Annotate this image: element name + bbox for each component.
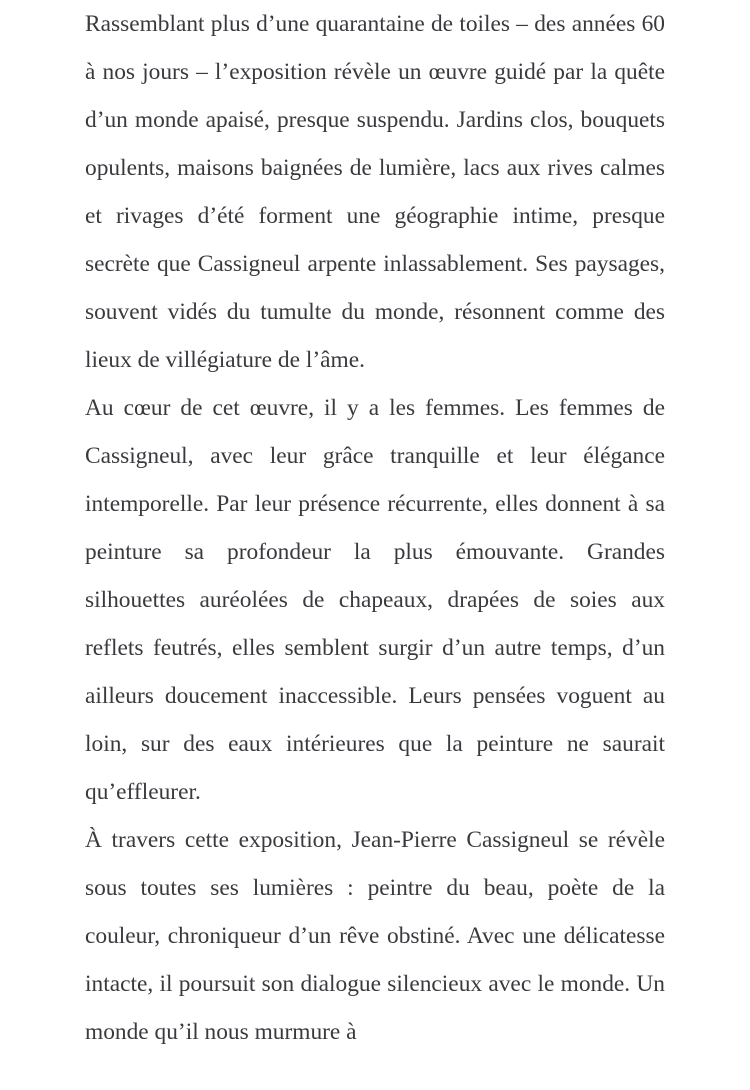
article-body — [85, 0, 665, 1056]
paragraph-exhibition-overview: Rassemblant plus d’une quarantaine de toiles – des années 60 à nos jours – l’exposition révèle un œuvre guidé par la quête d’un monde apaisé, presque suspendu. Jardins clos, bouquets opulents, maisons baignées de lumière, lacs aux rives calmes et rivages d’été forment une géographie intime, presque secrète que Cassigneul arpente inlassablement. Ses paysages, souvent vidés du tumulte du monde, résonnent comme des lieux de villégiature de l’âme. — [85, 11, 665, 373]
paragraph-women-in-work: Au cœur de cet œuvre, il y a les femmes. Les femmes de Cassigneul, avec leur grâce tranquille et leur élégance intemporelle. Par leur présence récurrente, elles donnent à sa peinture sa profondeur la plus émouvante. Grandes silhouettes auréolées de chapeaux, drapées de soies aux reflets feutrés, elles semblent surgir d’un autre temps, d’un ailleurs doucement inaccessible. Leurs pensées voguent au loin, sur des eaux intérieures que la peinture ne saurait qu’effleurer. — [85, 395, 665, 805]
paragraph-conclusion: À travers cette exposition, Jean-Pierre Cassigneul se révèle sous toutes ses lumières : peintre du beau, poète de la couleur, chroniqueur d’un rêve obstiné. Avec une délicatesse intacte, il poursuit son dialogue silencieux avec le monde. Un monde qu’il nous murmure à — [85, 827, 665, 1045]
